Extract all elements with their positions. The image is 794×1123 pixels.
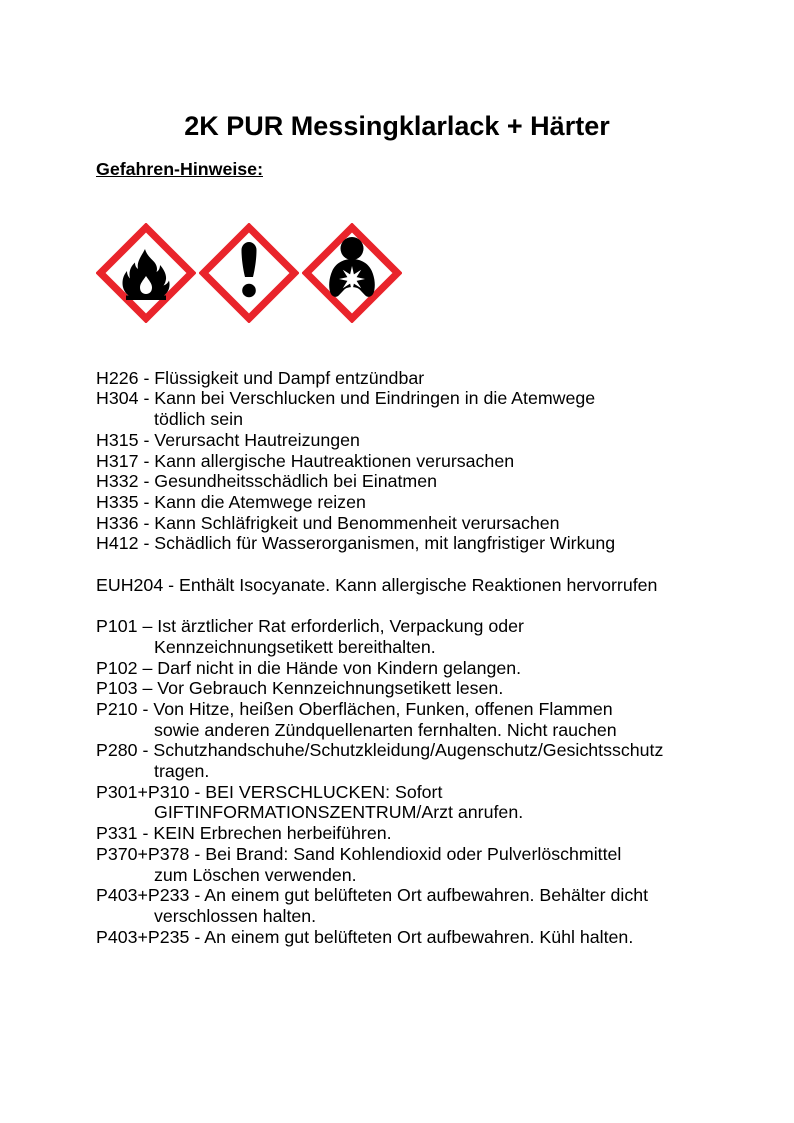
statement-line: P403+P235 - An einem gut belüfteten Ort aufbewahren. Kühl halten.: [96, 926, 634, 947]
statement-line: H336 - Kann Schläfrigkeit und Benommenheit verursachen: [96, 512, 560, 533]
statement-line: H315 - Verursacht Hautreizungen: [96, 429, 360, 450]
statement-line: P331 - KEIN Erbrechen herbeiführen.: [96, 823, 392, 844]
statement-line: tödlich sein: [154, 409, 243, 430]
ghs-exclamation-mark-icon: [199, 223, 299, 323]
document-title: 2K PUR Messingklarlack + Härter: [184, 111, 610, 141]
statement-line: P280 - Schutzhandschuhe/Schutzkleidung/Augenschutz/Gesichtsschutz: [96, 740, 664, 761]
euh-statements: [96, 575, 698, 596]
statement-line: H335 - Kann die Atemwege reizen: [96, 491, 366, 512]
statement-line: P301+P310 - BEI VERSCHLUCKEN: Sofort: [96, 781, 443, 802]
statement-line: P101 – Ist ärztlicher Rat erforderlich, Verpackung oder: [96, 616, 524, 637]
statement-line: H226 - Flüssigkeit und Dampf entzündbar: [96, 367, 425, 388]
statement-line: H317 - Kann allergische Hautreaktionen verursachen: [96, 450, 515, 471]
statement-line: H332 - Gesundheitsschädlich bei Einatmen: [96, 471, 438, 492]
precautionary-statements: [96, 616, 698, 947]
section-heading: Gefahren-Hinweise:: [96, 159, 263, 179]
hazard-statements: [96, 368, 698, 554]
ghs-health-hazard-icon: [302, 223, 402, 323]
statement-line: EUH204 - Enthält Isocyanate. Kann allergische Reaktionen hervorrufen: [96, 574, 658, 595]
statement-line: Kennzeichnungsetikett bereithalten.: [154, 636, 436, 657]
statement-line: zum Löschen verwenden.: [154, 864, 357, 885]
statement-line: GIFTINFORMATIONSZENTRUM/Arzt anrufen.: [154, 802, 524, 823]
statement-line: verschlossen halten.: [154, 905, 317, 926]
statement-line: P210 - Von Hitze, heißen Oberflächen, Funken, offenen Flammen: [96, 698, 613, 719]
statement-line: P403+P233 - An einem gut belüfteten Ort aufbewahren. Behälter dicht: [96, 885, 649, 906]
statement-line: P103 – Vor Gebrauch Kennzeichnungsetikett lesen.: [96, 678, 504, 699]
statement-line: P370+P378 - Bei Brand: Sand Kohlendioxid oder Pulverlöschmittel: [96, 843, 622, 864]
statement-line: P102 – Darf nicht in die Hände von Kindern gelangen.: [96, 657, 522, 678]
statement-line: H412 - Schädlich für Wasserorganismen, mit langfristiger Wirkung: [96, 533, 616, 554]
ghs-pictogram-row: [96, 223, 698, 323]
statement-line: tragen.: [154, 761, 210, 782]
statement-line: sowie anderen Zündquellenarten fernhalten. Nicht rauchen: [154, 719, 617, 740]
statement-line: H304 - Kann bei Verschlucken und Eindringen in die Atemwege: [96, 388, 596, 409]
ghs-flammable-icon: [96, 223, 196, 323]
